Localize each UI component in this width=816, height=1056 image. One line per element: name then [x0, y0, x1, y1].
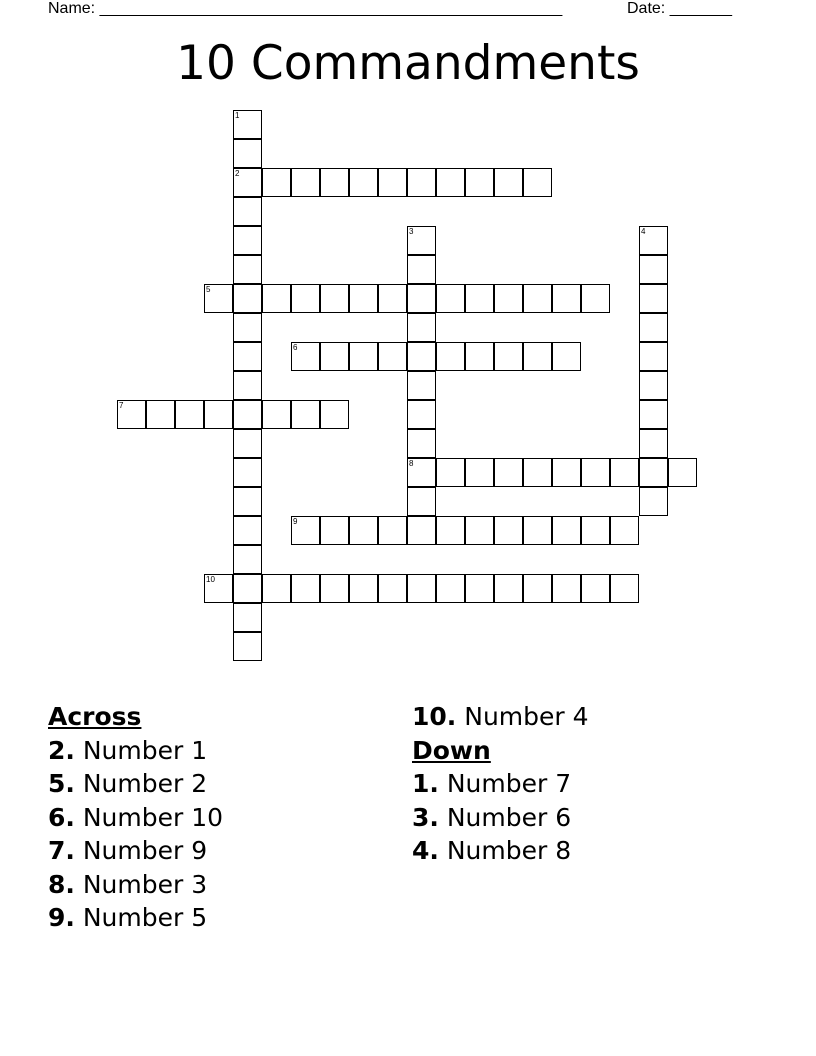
clues-column-right [412, 700, 589, 868]
crossword-cell[interactable] [581, 284, 610, 313]
crossword-cell[interactable] [407, 226, 436, 255]
crossword-cell[interactable] [639, 400, 668, 429]
crossword-cell[interactable] [204, 400, 233, 429]
clue-down-1 [412, 767, 589, 801]
crossword-cell[interactable] [407, 574, 436, 603]
crossword-cell[interactable] [378, 342, 407, 371]
crossword-cell[interactable] [349, 342, 378, 371]
crossword-cell[interactable] [233, 139, 262, 168]
crossword-cell[interactable] [233, 110, 262, 139]
cell-number: 8 [409, 459, 414, 468]
crossword-cell[interactable] [291, 168, 320, 197]
crossword-cell[interactable] [639, 313, 668, 342]
clue-number: 7. [48, 836, 75, 865]
crossword-cell[interactable] [436, 458, 465, 487]
crossword-cell[interactable] [349, 168, 378, 197]
clue-down-3 [412, 801, 589, 835]
crossword-cell[interactable] [233, 226, 262, 255]
crossword-cell[interactable] [349, 284, 378, 313]
clue-number: 9. [48, 903, 75, 932]
crossword-cell[interactable] [233, 371, 262, 400]
crossword-cell[interactable] [523, 284, 552, 313]
crossword-cell[interactable] [494, 458, 523, 487]
clue-down-4 [412, 834, 589, 868]
crossword-cell[interactable] [320, 284, 349, 313]
crossword-cell[interactable] [117, 400, 146, 429]
crossword-cell[interactable] [494, 168, 523, 197]
crossword-cell[interactable] [204, 284, 233, 313]
crossword-cell[interactable] [233, 342, 262, 371]
clue-across-7 [48, 834, 223, 868]
crossword-cell[interactable] [523, 574, 552, 603]
crossword-cell[interactable] [581, 516, 610, 545]
crossword-cell[interactable] [465, 168, 494, 197]
crossword-cell[interactable] [668, 458, 697, 487]
crossword-cell[interactable] [465, 284, 494, 313]
crossword-cell[interactable] [349, 574, 378, 603]
crossword-cell[interactable] [320, 400, 349, 429]
crossword-cell[interactable] [378, 516, 407, 545]
crossword-cell[interactable] [320, 574, 349, 603]
clue-across-2 [48, 734, 223, 768]
cell-number: 5 [206, 285, 211, 294]
crossword-cell[interactable] [233, 574, 262, 603]
crossword-cell[interactable] [552, 342, 581, 371]
crossword-cell[interactable] [262, 400, 291, 429]
cell-number: 2 [235, 169, 240, 178]
crossword-cell[interactable] [639, 226, 668, 255]
cell-number: 3 [409, 227, 414, 236]
crossword-cell[interactable] [233, 545, 262, 574]
clues-column-left [48, 700, 223, 935]
crossword-cell[interactable] [320, 168, 349, 197]
clue-number: 6. [48, 802, 75, 832]
clue-across-8 [48, 868, 223, 902]
crossword-cell[interactable] [320, 342, 349, 371]
clue-text: Number 9 [82, 836, 208, 865]
crossword-cell[interactable] [610, 458, 639, 487]
crossword-cell[interactable] [552, 284, 581, 313]
clue-across-6 [48, 801, 223, 835]
crossword-cell[interactable] [523, 168, 552, 197]
crossword-cell[interactable] [465, 516, 494, 545]
clue-number: 8. [48, 869, 75, 899]
crossword-cell[interactable] [146, 400, 175, 429]
crossword-cell[interactable] [291, 574, 320, 603]
clue-number: 3. [412, 802, 439, 832]
crossword-cell[interactable] [407, 400, 436, 429]
cell-number: 1 [235, 111, 240, 120]
cell-number: 4 [641, 227, 646, 236]
crossword-cell[interactable] [465, 342, 494, 371]
crossword-cell[interactable] [494, 284, 523, 313]
clue-text: Number 10 [82, 802, 224, 832]
crossword-cell[interactable] [610, 574, 639, 603]
crossword-cell[interactable] [407, 313, 436, 342]
crossword-cell[interactable] [639, 284, 668, 313]
clue-text: Number 4 [464, 702, 589, 731]
crossword-cell[interactable] [378, 168, 407, 197]
crossword-cell[interactable] [407, 168, 436, 197]
crossword-cell[interactable] [233, 168, 262, 197]
date-field-line: Date: _______ [627, 0, 732, 17]
crossword-cell[interactable] [233, 255, 262, 284]
clue-number: 5. [48, 769, 75, 798]
crossword-cell[interactable] [233, 429, 262, 458]
crossword-cell[interactable] [233, 197, 262, 226]
crossword-cell[interactable] [291, 400, 320, 429]
crossword-cell[interactable] [494, 516, 523, 545]
crossword-cell[interactable] [465, 574, 494, 603]
crossword-cell[interactable] [378, 574, 407, 603]
crossword-cell[interactable] [639, 429, 668, 458]
clue-text: Number 3 [82, 869, 208, 899]
crossword-cell[interactable] [465, 458, 494, 487]
crossword-cell[interactable] [407, 342, 436, 371]
clue-text: Number 8 [446, 836, 572, 865]
crossword-cell[interactable] [233, 458, 262, 487]
clue-text: Number 7 [446, 769, 572, 798]
crossword-cell[interactable] [262, 168, 291, 197]
clue-text: Number 6 [446, 802, 572, 832]
crossword-cell[interactable] [581, 458, 610, 487]
crossword-cell[interactable] [233, 603, 262, 632]
crossword-cell[interactable] [233, 284, 262, 313]
crossword-cell[interactable] [610, 516, 639, 545]
clue-across-9 [48, 901, 223, 935]
clue-across-10 [412, 700, 589, 734]
crossword-cell[interactable] [407, 429, 436, 458]
clue-number: 4. [412, 836, 439, 865]
crossword-cell[interactable] [494, 574, 523, 603]
cell-number: 6 [293, 343, 298, 352]
crossword-cell[interactable] [291, 516, 320, 545]
crossword-cell[interactable] [233, 632, 262, 661]
crossword-cell[interactable] [436, 168, 465, 197]
crossword-cell[interactable] [494, 342, 523, 371]
crossword-cell[interactable] [233, 487, 262, 516]
crossword-cell[interactable] [436, 342, 465, 371]
clue-text: Number 5 [82, 903, 208, 932]
crossword-cell[interactable] [291, 342, 320, 371]
crossword-cell[interactable] [349, 516, 378, 545]
name-field-line: Name: ____________________________________________________ [48, 0, 563, 17]
crossword-cell[interactable] [523, 458, 552, 487]
crossword-cell[interactable] [523, 516, 552, 545]
crossword-cell[interactable] [639, 487, 668, 516]
crossword-cell[interactable] [262, 574, 291, 603]
crossword-cell[interactable] [407, 487, 436, 516]
crossword-cell[interactable] [552, 574, 581, 603]
clue-number: 10. [412, 702, 457, 731]
crossword-cell[interactable] [639, 342, 668, 371]
clue-number: 1. [412, 769, 439, 798]
crossword-cell[interactable] [407, 284, 436, 313]
crossword-cell[interactable] [175, 400, 204, 429]
crossword-cell[interactable] [581, 574, 610, 603]
page-title: 10 Commandments [176, 36, 640, 91]
crossword-cell[interactable] [639, 255, 668, 284]
crossword-cell[interactable] [320, 516, 349, 545]
crossword-cell[interactable] [407, 458, 436, 487]
crossword-cell[interactable] [639, 371, 668, 400]
crossword-cell[interactable] [436, 516, 465, 545]
clue-number: 2. [48, 735, 75, 765]
crossword-cell[interactable] [523, 342, 552, 371]
cell-number: 9 [293, 517, 298, 526]
crossword-cell[interactable] [378, 284, 407, 313]
clue-across-5 [48, 767, 223, 801]
crossword-cell[interactable] [407, 371, 436, 400]
crossword-cell[interactable] [291, 284, 320, 313]
crossword-cell[interactable] [436, 284, 465, 313]
crossword-cell[interactable] [552, 458, 581, 487]
crossword-cell[interactable] [436, 574, 465, 603]
across-heading: Across [48, 702, 142, 731]
cell-number: 10 [206, 575, 215, 584]
down-heading: Down [412, 735, 491, 765]
crossword-cell[interactable] [407, 516, 436, 545]
clue-text: Number 1 [82, 735, 208, 765]
crossword-cell[interactable] [204, 574, 233, 603]
crossword-cell[interactable] [407, 255, 436, 284]
crossword-cell[interactable] [552, 516, 581, 545]
crossword-cell[interactable] [233, 516, 262, 545]
clue-text: Number 2 [82, 769, 208, 798]
crossword-cell[interactable] [233, 313, 262, 342]
cell-number: 7 [119, 401, 124, 410]
crossword-cell[interactable] [639, 458, 668, 487]
crossword-cell[interactable] [262, 284, 291, 313]
crossword-cell[interactable] [233, 400, 262, 429]
